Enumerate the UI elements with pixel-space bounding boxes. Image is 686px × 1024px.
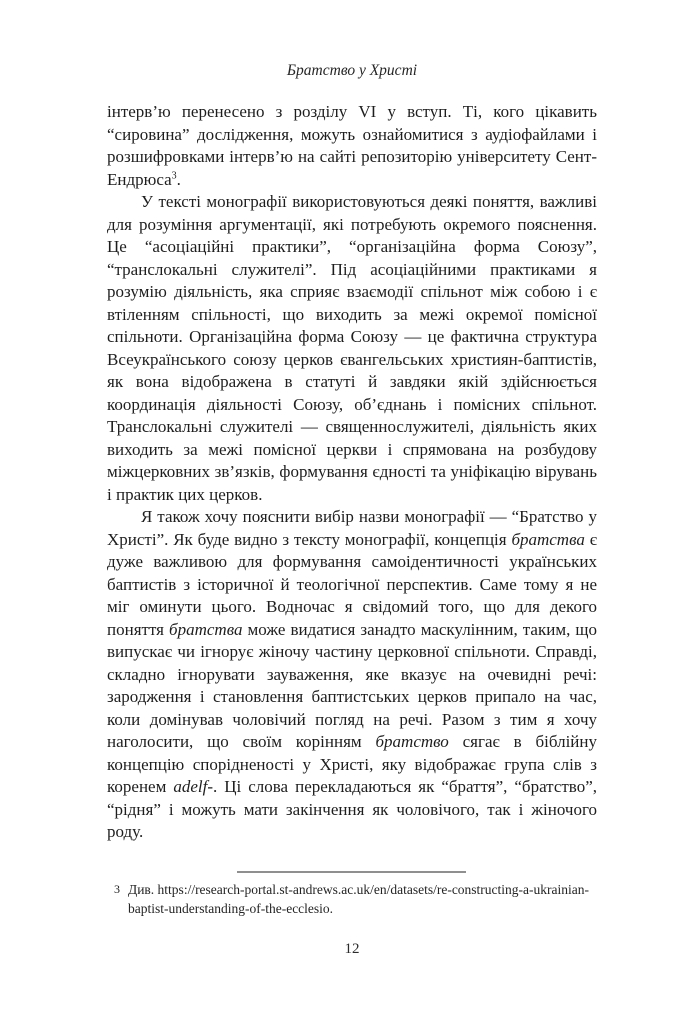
text-run: У тексті монографії використовуються деякі поняття, важливі для розуміння аргументації, які потребують окремого пояснення. Це “асоціаційні практики”, “організаційна форма Союзу”, “транслокальні служителі”. Під асоціаційними практиками я розумію діяльність, яка сприяє взаємодії спільнот між собою і є втіленням спільності, що виходить за межі окремої помісної спільноти. Організаційна форма Союзу — це фактична структура Всеукраїнського союзу церков євангельських християн-баптистів, як вона відображена в статуті й завдяки якій здійснюється координація діяльності Союзу, об’єднань і помісних спільнот. Транслокальні служителі — священнослужителі, діяльність яких виходить за межі помісної церкви і спрямована на розбудову міжцерковних зв’язків, формування єдності та уніфікацію вірувань і практик цих церков.: [107, 192, 597, 504]
footnote-separator: [237, 871, 466, 873]
footnotes-section: [107, 880, 597, 918]
text-run: братство: [375, 732, 449, 751]
body-text: [107, 101, 597, 844]
running-header: Братство у Христі: [286, 62, 418, 79]
text-run: інтерв’ю перенесено з розділу VI у вступ. Ті, кого цікавить “сировина” дослідження, можуть ознайомитися з аудіофайлами і розшифровками інтерв’ю на сайті репозиторію університету Сент-Ендрюса: [107, 102, 597, 189]
text-run: .: [176, 169, 181, 189]
paragraph: [107, 101, 597, 191]
paragraph: [107, 191, 597, 506]
text-run: сягає в біблійну концепцію спорідненості у Христі, яку відображає група слів з коренем: [107, 732, 597, 796]
text-run: братства: [169, 619, 243, 639]
paragraph: [107, 506, 597, 844]
text-run: Я також хочу пояснити вибір назви монографії — “Братство у Христі”. Як буде видно з тексту монографії, концепція: [107, 507, 597, 549]
footnote-text: Див. https://research-portal.st-andrews.ac.uk/en/datasets/re-constructing-a-ukrainian-baptist-understanding-of-the-ecclesio.: [128, 882, 590, 916]
page-number: 12: [344, 941, 360, 957]
text-run: братства: [511, 529, 585, 549]
text-run: . Ці слова перекладаються як “браття”, “братство”, “рідня” і можуть мати закінчення як чоловічого, так і жіночого роду.: [107, 777, 597, 841]
footnote-marker: 3: [114, 882, 120, 896]
footnote-item: [107, 880, 597, 918]
footnote-reference: 3: [171, 169, 177, 181]
text-run: може видатися занадто маскулінним, таким, що випускає чи ігнорує жіночу частину церковної спільноти. Справді, складно ігнорувати зауваження, яке вказує на очевидні речі: зародження і становлення баптистських церков припало на час, коли домінував чоловічий погляд на речі. Разом з тим я хочу наголосити, що своїм корінням: [107, 619, 597, 751]
text-run: є дуже важливою для формування самоідентичності українських баптистів з історичної й теологічної перспектив. Саме тому я не міг оминути цього. Водночас я свідомий того, що для декого поняття: [107, 529, 597, 639]
text-run: adelf-: [173, 777, 213, 796]
